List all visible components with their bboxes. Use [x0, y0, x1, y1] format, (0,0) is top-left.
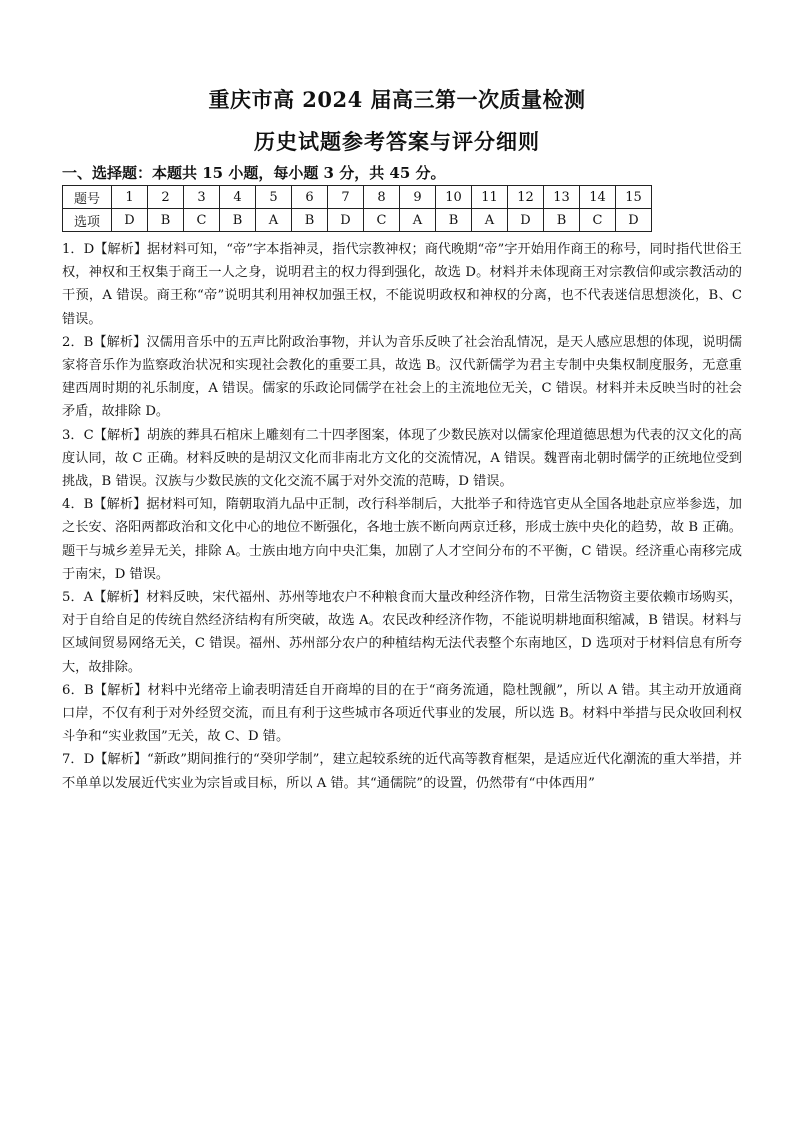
answer-choice: D [328, 209, 364, 232]
answer-choice: C [364, 209, 400, 232]
answer-choice: A [256, 209, 292, 232]
answer-choice: D [112, 209, 148, 232]
number-row-label: 题号 [63, 186, 112, 209]
question-number: 12 [508, 186, 544, 209]
answer-table-number-row [63, 186, 652, 209]
answer-choice: B [220, 209, 256, 232]
question-number: 14 [580, 186, 616, 209]
explanation-item: 4．B【解析】据材料可知，隋朝取消九品中正制，改行科举制后，大批举子和待选官吏从全国各地赴京应举参选，加之长安、洛阳两都政治和文化中心的地位不断强化，各地士族不断向两京迁移，形成士族中央化的趋势，故 B 正确。题干与城乡差异无关，排除 A。士族由地方向中央汇集，加剧了人才空间分布的不平衡，C 错误。经济重心南移完成于南宋，D 错误。 [62, 497, 742, 582]
answer-choice: C [580, 209, 616, 232]
answer-row-label: 选项 [63, 209, 112, 232]
answer-choice: B [544, 209, 580, 232]
answer-table [62, 185, 652, 232]
question-number: 7 [328, 186, 364, 209]
document-title: 重庆市高 2024 届高三第一次质量检测 [208, 87, 586, 112]
explanation-item: 3．C【解析】胡族的葬具石棺床上雕刻有二十四孝图案，体现了少数民族对以儒家伦理道德思想为代表的汉文化的高度认同，故 C 正确。材料反映的是胡汉文化而非南北方文化的交流情况，A 错误。魏晋南北朝时儒学的正统地位受到挑战，B 错误。汉族与少数民族的文化交流不属于对外交流的范畴，D 错误。 [62, 427, 742, 490]
document-subtitle: 历史试题参考答案与评分细则 [254, 129, 540, 154]
question-number: 6 [292, 186, 328, 209]
answer-choice: A [472, 209, 508, 232]
answer-choice: C [184, 209, 220, 232]
explanation-item: 6．B【解析】材料中光绪帝上谕表明清廷自开商埠的目的在于“商务流通，隐杜觊觎”，所以 A 错。其主动开放通商口岸，不仅有利于对外经贸交流，而且有利于这些城市各项近代事业的发展，所以选 B。材料中举措与民众收回利权斗争和“实业救国”无关，故 C、D 错。 [62, 682, 742, 745]
answer-choice: B [436, 209, 472, 232]
answer-choice: D [508, 209, 544, 232]
question-number: 1 [112, 186, 148, 209]
question-number: 3 [184, 186, 220, 209]
question-number: 2 [148, 186, 184, 209]
question-number: 15 [616, 186, 652, 209]
section-heading: 一、选择题：本题共 15 小题，每小题 3 分，共 45 分。 [62, 164, 446, 182]
explanation-list [62, 238, 742, 795]
explanation-item: 2．B【解析】汉儒用音乐中的五声比附政治事物，并认为音乐反映了社会治乱情况，是天人感应思想的体现，说明儒家将音乐作为监察政治状况和实现社会教化的重要工具，故选 B。汉代新儒学为君主专制中央集权制度服务，无意重建西周时期的礼乐制度，A 错误。儒家的乐政论同儒学在社会上的主流地位无关，C 错误。材料并未反映当时的社会矛盾，故排除 D。 [62, 334, 742, 420]
question-number: 9 [400, 186, 436, 209]
question-number: 4 [220, 186, 256, 209]
explanation-item: 5．A【解析】材料反映，宋代福州、苏州等地农户不种粮食而大量改种经济作物，日常生活物资主要依赖市场购买，对于自给自足的传统自然经济结构有所突破，故选 A。农民改种经济作物，不能说明耕地面积缩减，B 错误。材料与区域间贸易网络无关，C 错误。福州、苏州部分农户的种植结构无法代表整个东南地区，D 选项对于材料信息有所夸大，故排除。 [62, 590, 742, 675]
question-number: 5 [256, 186, 292, 209]
explanation-item: 1．D【解析】据材料可知，“帝”字本指神灵，指代宗教神权；商代晚期“帝”字开始用作商王的称号，同时指代世俗王权，神权和王权集于商王一人之身，说明君主的权力得到强化，故选 D。材料并未体现商王对宗教信仰或宗教活动的干预，A 错误。商王称“帝”说明其利用神权加强王权，不能说明政权和神权的分离，也不代表迷信思想淡化，B、C 错误。 [62, 242, 742, 327]
answer-choice: B [292, 209, 328, 232]
explanation-item: 7．D【解析】“新政”期间推行的“癸卯学制”，建立起较系统的近代高等教育框架，是适应近代化潮流的重大举措，并不单单以发展近代实业为宗旨或目标，所以 A 错。其“通儒院”的设置，仍然带有“中体西用” [62, 752, 742, 791]
question-number: 10 [436, 186, 472, 209]
question-number: 8 [364, 186, 400, 209]
answer-choice: D [616, 209, 652, 232]
answer-choice: A [400, 209, 436, 232]
question-number: 13 [544, 186, 580, 209]
question-number: 11 [472, 186, 508, 209]
answer-table-answer-row [63, 209, 652, 232]
answer-choice: B [148, 209, 184, 232]
